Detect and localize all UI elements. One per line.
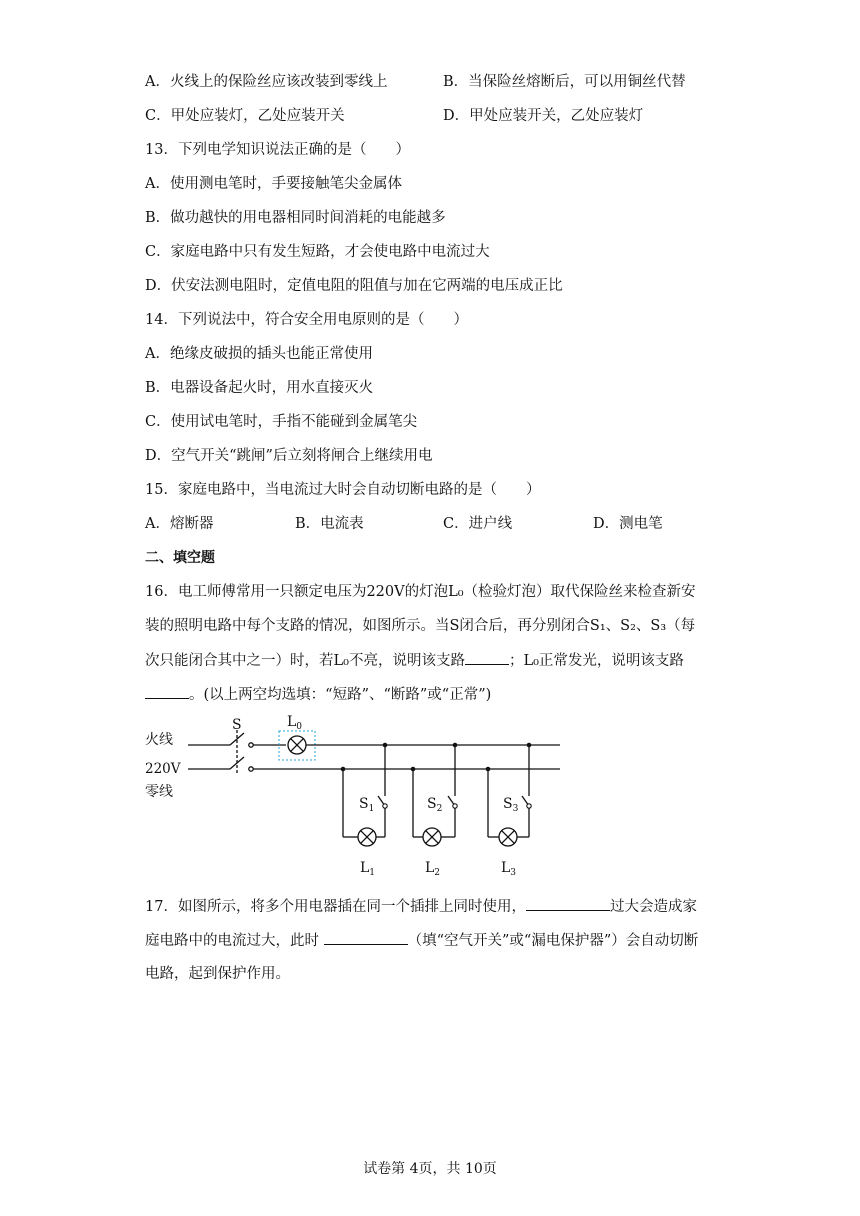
q15-stem: 15．家庭电路中，当电流过大时会自动切断电路的是（ ） bbox=[145, 482, 541, 498]
switch-s2-label: $S_2$ bbox=[427, 796, 443, 814]
q16-text-3a: 次只能闭合其中之一）时，若L₀不亮，说明该支路 bbox=[145, 653, 465, 669]
q14-option-c: C．使用试电笔时，手指不能碰到金属笔尖 bbox=[145, 414, 418, 430]
q17-text-2a: 庭电路中的电流过大，此时 bbox=[145, 933, 324, 949]
q12-option-a: A．火线上的保险丝应该改装到零线上 bbox=[145, 74, 388, 90]
switch-s-blade-top bbox=[230, 733, 244, 745]
q14-option-b: B．电器设备起火时，用水直接灭火 bbox=[145, 380, 374, 396]
junction-dot bbox=[527, 743, 532, 748]
q16-blank-1[interactable] bbox=[465, 650, 509, 665]
q13-option-b: B．做功越快的用电器相同时间消耗的电能越多 bbox=[145, 210, 446, 226]
q17-text-1a: 17．如图所示，将多个用电器插在同一个插排上同时使用， bbox=[145, 899, 526, 915]
q16-line-1: 16．电工师傅常用一只额定电压为220V的灯泡L₀（检验灯泡）取代保险丝来检查新安 bbox=[145, 584, 696, 600]
page-footer: 试卷第 4页，共 10页 bbox=[363, 1161, 497, 1177]
q12-option-d: D．甲处应装开关，乙处应装灯 bbox=[443, 108, 644, 124]
q12-option-c: C．甲处应装灯，乙处应装开关 bbox=[145, 108, 345, 124]
q15-option-d: D．测电笔 bbox=[593, 516, 663, 532]
q13-option-a: A．使用测电笔时，手要接触笔尖金属体 bbox=[145, 176, 402, 192]
q16-line-2: 装的照明电路中每个支路的情况，如图所示。当S闭合后，再分别闭合S₁、S₂、S₃（每 bbox=[145, 618, 696, 634]
junction-dot bbox=[486, 767, 491, 772]
lamp-l0-label: $L_0$ bbox=[287, 714, 303, 732]
switch-s3-contact bbox=[527, 804, 531, 808]
q17-blank-1[interactable] bbox=[526, 896, 610, 911]
section-heading: 二、填空题 bbox=[145, 550, 215, 566]
switch-s1-label: $S_1$ bbox=[359, 796, 375, 814]
switch-s-label: S bbox=[232, 717, 242, 733]
voltage-label: 220V bbox=[145, 761, 181, 777]
q13-option-d: D．伏安法测电阻时，定值电阻的阻值与加在它两端的电压成正比 bbox=[145, 278, 563, 294]
switch-s-contact-top bbox=[249, 743, 253, 747]
neutral-wire-label: 零线 bbox=[145, 784, 173, 800]
q12-option-b: B．当保险丝熔断后，可以用铜丝代替 bbox=[443, 74, 686, 90]
q15-option-a: A．熔断器 bbox=[145, 516, 214, 532]
lamp-l2-label: $L_2$ bbox=[425, 860, 441, 878]
q16-line-4 bbox=[145, 684, 491, 705]
q13-stem: 13．下列电学知识说法正确的是（ ） bbox=[145, 142, 410, 158]
live-wire-label: 火线 bbox=[145, 732, 173, 748]
q14-option-a: A．绝缘皮破损的插头也能正常使用 bbox=[145, 346, 373, 362]
switch-s2-contact bbox=[453, 804, 457, 808]
q17-text-2b: （填“空气开关”或“漏电保护器”）会自动切断 bbox=[407, 933, 699, 949]
switch-s1-contact bbox=[383, 804, 387, 808]
q17-blank-2[interactable] bbox=[324, 930, 408, 945]
q16-blank-2[interactable] bbox=[145, 684, 189, 699]
q16-text-3b: ；L₀正常发光，说明该支路 bbox=[508, 653, 684, 669]
switch-s3-label: $S_3$ bbox=[503, 796, 519, 814]
q16-text-4: 。(以上两空均选填：“短路”、“断路”或“正常”) bbox=[189, 687, 492, 703]
q15-option-c: C．进户线 bbox=[443, 516, 513, 532]
q13-option-c: C．家庭电路中只有发生短路，才会使电路中电流过大 bbox=[145, 244, 490, 260]
junction-dot bbox=[341, 767, 346, 772]
q14-stem: 14．下列说法中，符合安全用电原则的是（ ） bbox=[145, 312, 468, 328]
q17-text-1b: 过大会造成家 bbox=[609, 899, 697, 915]
q16-line-3 bbox=[145, 650, 684, 671]
q14-option-d: D．空气开关“跳闸”后立刻将闸合上继续用电 bbox=[145, 448, 433, 464]
q17-line-1 bbox=[145, 896, 697, 917]
junction-dot bbox=[453, 743, 458, 748]
q17-line-2 bbox=[145, 930, 698, 951]
q17-line-3: 电路，起到保护作用。 bbox=[145, 966, 290, 982]
switch-s-contact-bottom bbox=[249, 767, 253, 771]
junction-dot bbox=[411, 767, 416, 772]
circuit-diagram bbox=[140, 712, 570, 882]
lamp-l1-label: $L_1$ bbox=[360, 860, 376, 878]
q15-option-b: B．电流表 bbox=[295, 516, 364, 532]
junction-dot bbox=[383, 743, 388, 748]
lamp-l3-label: $L_3$ bbox=[501, 860, 517, 878]
